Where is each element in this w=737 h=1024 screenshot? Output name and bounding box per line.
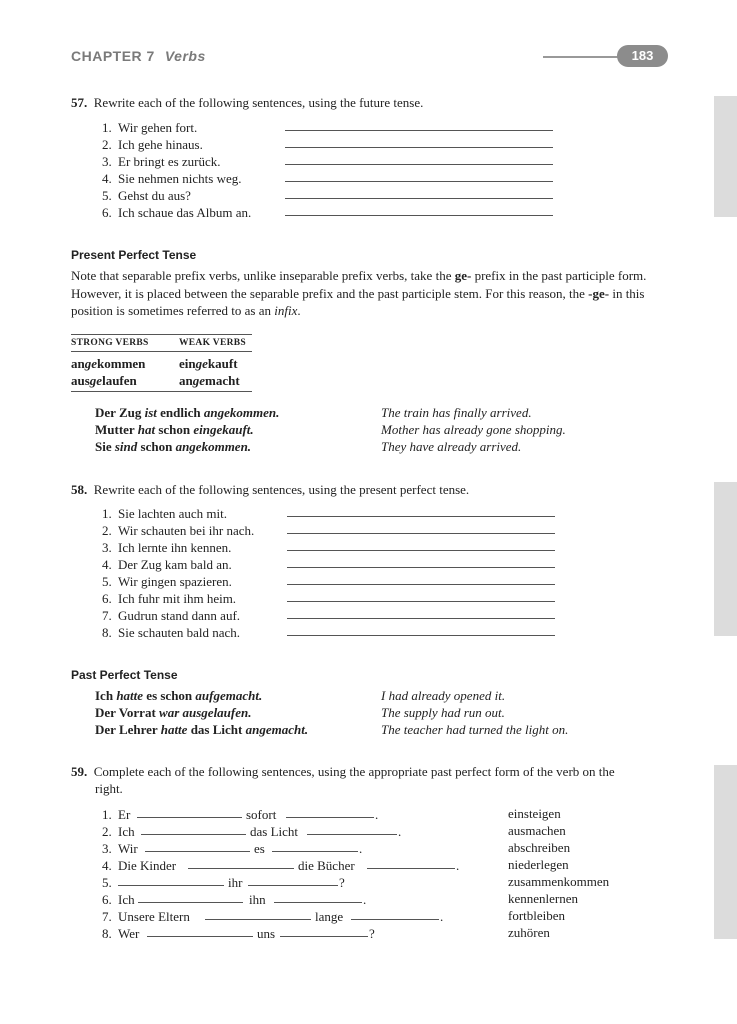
answer-line[interactable] xyxy=(285,181,553,182)
verb-hint: kennenlernen xyxy=(508,891,579,906)
exercise-number: 58. xyxy=(71,482,88,497)
list-item xyxy=(102,573,232,590)
list-item xyxy=(102,590,236,607)
item-number: 4. xyxy=(102,858,112,873)
item-number: 7. xyxy=(102,909,112,924)
item-text: Wir gingen spazieren. xyxy=(118,574,232,589)
item-subject: Die Kinder xyxy=(118,858,177,873)
list-item xyxy=(102,153,221,170)
example-english: I had already opened it. xyxy=(381,688,506,703)
answer-line[interactable] xyxy=(287,516,555,517)
answer-blank[interactable] xyxy=(145,851,250,852)
present-perfect-paragraph: Note that separable prefix verbs, unlike inseparable prefix verbs, take the ge- prefix in the past participle form. However, it is placed between the separable prefix and the past participle stem. For this reason, the -ge- in this position is sometimes referred to as an infix. xyxy=(71,268,647,318)
item-text: Ich lernte ihn kennen. xyxy=(118,540,232,555)
table-cell: ausgelaufen xyxy=(71,373,137,388)
item-punctuation: ? xyxy=(339,875,345,890)
answer-blank[interactable] xyxy=(367,868,455,869)
item-text: Ich schaue das Album an. xyxy=(118,205,252,220)
header-rule xyxy=(543,56,627,58)
item-punctuation: . xyxy=(375,807,379,822)
answer-line[interactable] xyxy=(287,533,555,534)
item-subject: Er xyxy=(118,807,131,822)
verb-hint: ausmachen xyxy=(508,823,566,838)
instruction-text: Rewrite each of the following sentences, using the present perfect tense. xyxy=(93,482,470,497)
example-english: Mother has already gone shopping. xyxy=(381,422,566,437)
item-number: 6. xyxy=(102,591,112,606)
item-subject: Ich xyxy=(118,892,135,907)
item-number: 5. xyxy=(102,574,112,589)
answer-line[interactable] xyxy=(287,601,555,602)
exercise-number: 57. xyxy=(71,95,88,110)
answer-blank[interactable] xyxy=(351,919,439,920)
example-english: The train has finally arrived. xyxy=(381,405,532,420)
example-english: The teacher had turned the light on. xyxy=(381,722,569,737)
answer-line[interactable] xyxy=(285,130,553,131)
item-number: 7. xyxy=(102,608,112,623)
example-german: Ich hatte es schon aufgemacht. xyxy=(95,688,263,703)
example-german: Der Zug ist endlich angekommen. xyxy=(95,405,280,420)
list-item xyxy=(102,204,251,221)
list-item xyxy=(102,136,203,153)
section-heading-present-perfect: Present Perfect Tense xyxy=(71,248,197,262)
answer-blank[interactable] xyxy=(280,936,368,937)
instruction-text: Complete each of the following sentences, using the appropriate past perfect form of the verb on the xyxy=(93,764,615,779)
answer-blank[interactable] xyxy=(205,919,311,920)
chapter-label: CHAPTER 7 xyxy=(71,48,155,64)
example-english: The supply had run out. xyxy=(381,705,505,720)
exercise-57-instruction xyxy=(71,94,423,111)
table-bottom-rule xyxy=(71,391,252,392)
item-number: 2. xyxy=(102,824,112,839)
list-item xyxy=(102,522,254,539)
list-item xyxy=(102,624,240,641)
answer-blank[interactable] xyxy=(137,817,242,818)
item-object: das Licht xyxy=(250,824,299,839)
answer-line[interactable] xyxy=(287,567,555,568)
list-item xyxy=(102,556,232,573)
item-punctuation: . xyxy=(363,892,367,907)
item-number: 2. xyxy=(102,137,112,152)
side-tab xyxy=(714,96,737,217)
answer-blank[interactable] xyxy=(307,834,397,835)
list-item xyxy=(102,607,240,624)
answer-line[interactable] xyxy=(285,215,553,216)
chapter-title: Verbs xyxy=(164,48,206,64)
item-text: Ich fuhr mit ihm heim. xyxy=(118,591,237,606)
item-subject: Unsere Eltern xyxy=(118,909,190,924)
answer-blank[interactable] xyxy=(248,885,338,886)
example-english: They have already arrived. xyxy=(381,439,522,454)
example-german: Der Vorrat war ausgelaufen. xyxy=(95,705,252,720)
example-german: Mutter hat schon eingekauft. xyxy=(95,422,254,437)
item-text: Gehst du aus? xyxy=(118,188,191,203)
item-number: 8. xyxy=(102,625,112,640)
answer-blank[interactable] xyxy=(272,851,358,852)
item-number: 2. xyxy=(102,523,112,538)
item-number: 8. xyxy=(102,926,112,941)
item-number: 3. xyxy=(102,154,112,169)
answer-line[interactable] xyxy=(287,584,555,585)
instruction-text: Rewrite each of the following sentences, using the future tense. xyxy=(93,95,424,110)
answer-line[interactable] xyxy=(285,147,553,148)
item-object: ihn xyxy=(249,892,266,907)
list-item xyxy=(102,539,231,556)
item-number: 3. xyxy=(102,540,112,555)
item-subject: Ich xyxy=(118,824,135,839)
item-punctuation: . xyxy=(359,841,363,856)
answer-blank[interactable] xyxy=(141,834,246,835)
chapter-header xyxy=(71,48,206,64)
list-item xyxy=(102,119,197,136)
answer-blank[interactable] xyxy=(147,936,253,937)
item-punctuation: . xyxy=(398,824,402,839)
example-german: Sie sind schon angekommen. xyxy=(95,439,252,454)
item-text: Ich gehe hinaus. xyxy=(118,137,203,152)
item-object: uns xyxy=(257,926,276,941)
answer-blank[interactable] xyxy=(188,868,294,869)
verb-hint: zusammenkommen xyxy=(508,874,610,889)
item-number: 5. xyxy=(102,188,112,203)
item-text: Der Zug kam bald an. xyxy=(118,557,232,572)
item-number: 1. xyxy=(102,120,112,135)
item-subject: Wir xyxy=(118,841,138,856)
section-heading-past-perfect: Past Perfect Tense xyxy=(71,668,178,682)
side-tab xyxy=(714,765,737,939)
exercise-59-instruction-cont: right. xyxy=(95,781,123,796)
list-item xyxy=(102,187,191,204)
answer-line[interactable] xyxy=(287,550,555,551)
item-punctuation: ? xyxy=(369,926,375,941)
item-number: 6. xyxy=(102,205,112,220)
verb-hint: niederlegen xyxy=(508,857,569,872)
answer-blank[interactable] xyxy=(286,817,374,818)
item-number: 5. xyxy=(102,875,112,890)
answer-blank[interactable] xyxy=(138,902,243,903)
side-tab xyxy=(714,482,737,636)
example-german: Der Lehrer hatte das Licht angemacht. xyxy=(95,722,309,737)
table-cell: eingekauft xyxy=(179,356,238,371)
item-subject: Wer xyxy=(118,926,140,941)
answer-line[interactable] xyxy=(285,164,553,165)
answer-blank[interactable] xyxy=(274,902,362,903)
item-object: die Bücher xyxy=(298,858,355,873)
item-text: Gudrun stand dann auf. xyxy=(118,608,241,623)
item-text: Wir gehen fort. xyxy=(118,120,198,135)
item-number: 3. xyxy=(102,841,112,856)
answer-blank[interactable] xyxy=(118,885,224,886)
item-number: 1. xyxy=(102,506,112,521)
page-number-badge: 183 xyxy=(617,45,668,67)
verb-hint: fortbleiben xyxy=(508,908,566,923)
table-header-weak: WEAK VERBS xyxy=(179,338,246,348)
verb-hint: abschreiben xyxy=(508,840,571,855)
answer-line[interactable] xyxy=(287,618,555,619)
item-object: ihr xyxy=(228,875,243,890)
item-text: Sie schauten bald nach. xyxy=(118,625,241,640)
table-cell: angemacht xyxy=(179,373,240,388)
answer-line[interactable] xyxy=(285,198,553,199)
list-item xyxy=(102,505,227,522)
verb-hint: zuhören xyxy=(508,925,550,940)
exercise-number: 59. xyxy=(71,764,88,779)
exercise-58-instruction xyxy=(71,481,469,498)
table-cell: angekommen xyxy=(71,356,146,371)
item-text: Wir schauten bei ihr nach. xyxy=(118,523,255,538)
item-punctuation: . xyxy=(440,909,444,924)
item-number: 1. xyxy=(102,807,112,822)
item-text: Sie nehmen nichts weg. xyxy=(118,171,242,186)
answer-line[interactable] xyxy=(287,635,555,636)
table-top-rule xyxy=(71,334,252,335)
item-object: lange xyxy=(315,909,344,924)
item-object: es xyxy=(254,841,265,856)
list-item xyxy=(102,170,241,187)
table-header-rule xyxy=(71,351,252,352)
item-number: 4. xyxy=(102,171,112,186)
item-punctuation: . xyxy=(456,858,460,873)
table-header-strong: STRONG VERBS xyxy=(71,338,149,348)
item-object: sofort xyxy=(246,807,277,822)
item-number: 6. xyxy=(102,892,112,907)
item-text: Sie lachten auch mit. xyxy=(118,506,228,521)
verb-hint: einsteigen xyxy=(508,806,561,821)
exercise-59-instruction xyxy=(71,763,676,780)
item-number: 4. xyxy=(102,557,112,572)
item-text: Er bringt es zurück. xyxy=(118,154,221,169)
